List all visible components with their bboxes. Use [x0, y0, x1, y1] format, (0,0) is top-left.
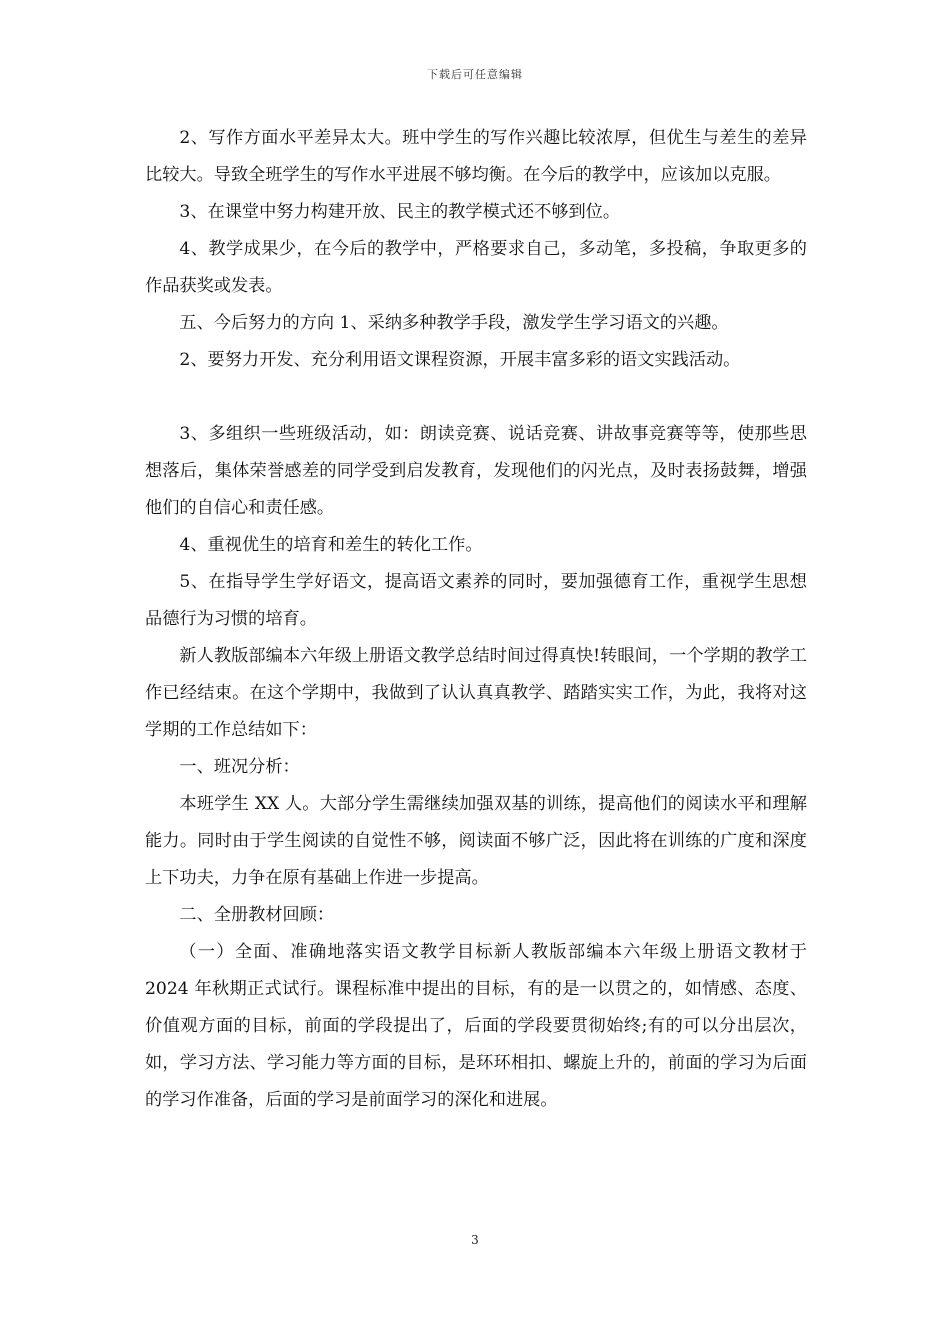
- page-header: 下载后可任意编辑: [427, 68, 523, 81]
- heading-textbook-review: 二、全册教材回顾：: [179, 905, 335, 925]
- paragraph-summary-intro: 新人教版部编本六年级上册语文教学总结时间过得真快!转眼间，一个学期的教学工作已经结束。在这个学期中，我做到了认认真真教学、踏踏实实工作，为此，我将对这学期的工作总结如下：: [145, 646, 807, 740]
- paragraph-teaching-goals: （一）全面、准确地落实语文教学目标新人教版部编本六年级上册语文教材于 2024 年秋期正式试行。课程标准中提出的目标，有的是一以贯之的，如情感、态度、价值观方面的目标，前面的学段提出了，后面的学段要贯彻始终;有的可以分出层次，如，学习方法、学习能力等方面的目标，是环环相扣、螺旋上升的，前面的学习为后面的学习作准备，后面的学习是前面学习的深化和进展。: [145, 942, 807, 1110]
- paragraph-writing-level: 2、写作方面水平差异太大。班中学生的写作兴趣比较浓厚，但优生与差生的差异比较大。导致全班学生的写作水平进展不够均衡。在今后的教学中，应该加以克服。: [145, 128, 807, 185]
- paragraph-class-analysis: 本班学生 XX 人。大部分学生需继续加强双基的训练，提高他们的阅读水平和理解能力。同时由于学生阅读的自觉性不够，阅读面不够广泛，因此将在训练的广度和深度上下功夫，力争在原有基础上作进一步提高。: [145, 794, 807, 888]
- paragraph-future-direction: 五、今后努力的方向 1、采纳多种教学手段，激发学生学习语文的兴趣。: [179, 313, 729, 333]
- heading-class-analysis: 一、班况分析：: [179, 757, 300, 777]
- paragraph-moral-education: 5、在指导学生学好语文，提高语文素养的同时，要加强德育工作，重视学生思想品德行为习惯的培育。: [145, 572, 807, 629]
- paragraph-student-development: 4、重视优生的培育和差生的转化工作。: [179, 535, 483, 555]
- paragraph-spacer: [145, 379, 807, 416]
- paragraph-class-activities: 3、多组织一些班级活动，如：朗读竞赛、说话竞赛、讲故事竞赛等等，使那些思想落后，集体荣誉感差的同学受到启发教育，发现他们的闪光点，及时表扬鼓舞，增强他们的自信心和责任感。: [145, 424, 807, 518]
- paragraph-classroom-mode: 3、在课堂中努力构建开放、民主的教学模式还不够到位。: [179, 202, 621, 222]
- page-number: 3: [471, 1233, 479, 1247]
- paragraph-curriculum-resources: 2、要努力开发、充分利用语文课程资源，开展丰富多彩的语文实践活动。: [179, 350, 741, 370]
- document-body: [145, 120, 807, 1119]
- paragraph-teaching-results: 4、教学成果少，在今后的教学中，严格要求自己，多动笔，多投稿，争取更多的作品获奖或发表。: [145, 239, 807, 296]
